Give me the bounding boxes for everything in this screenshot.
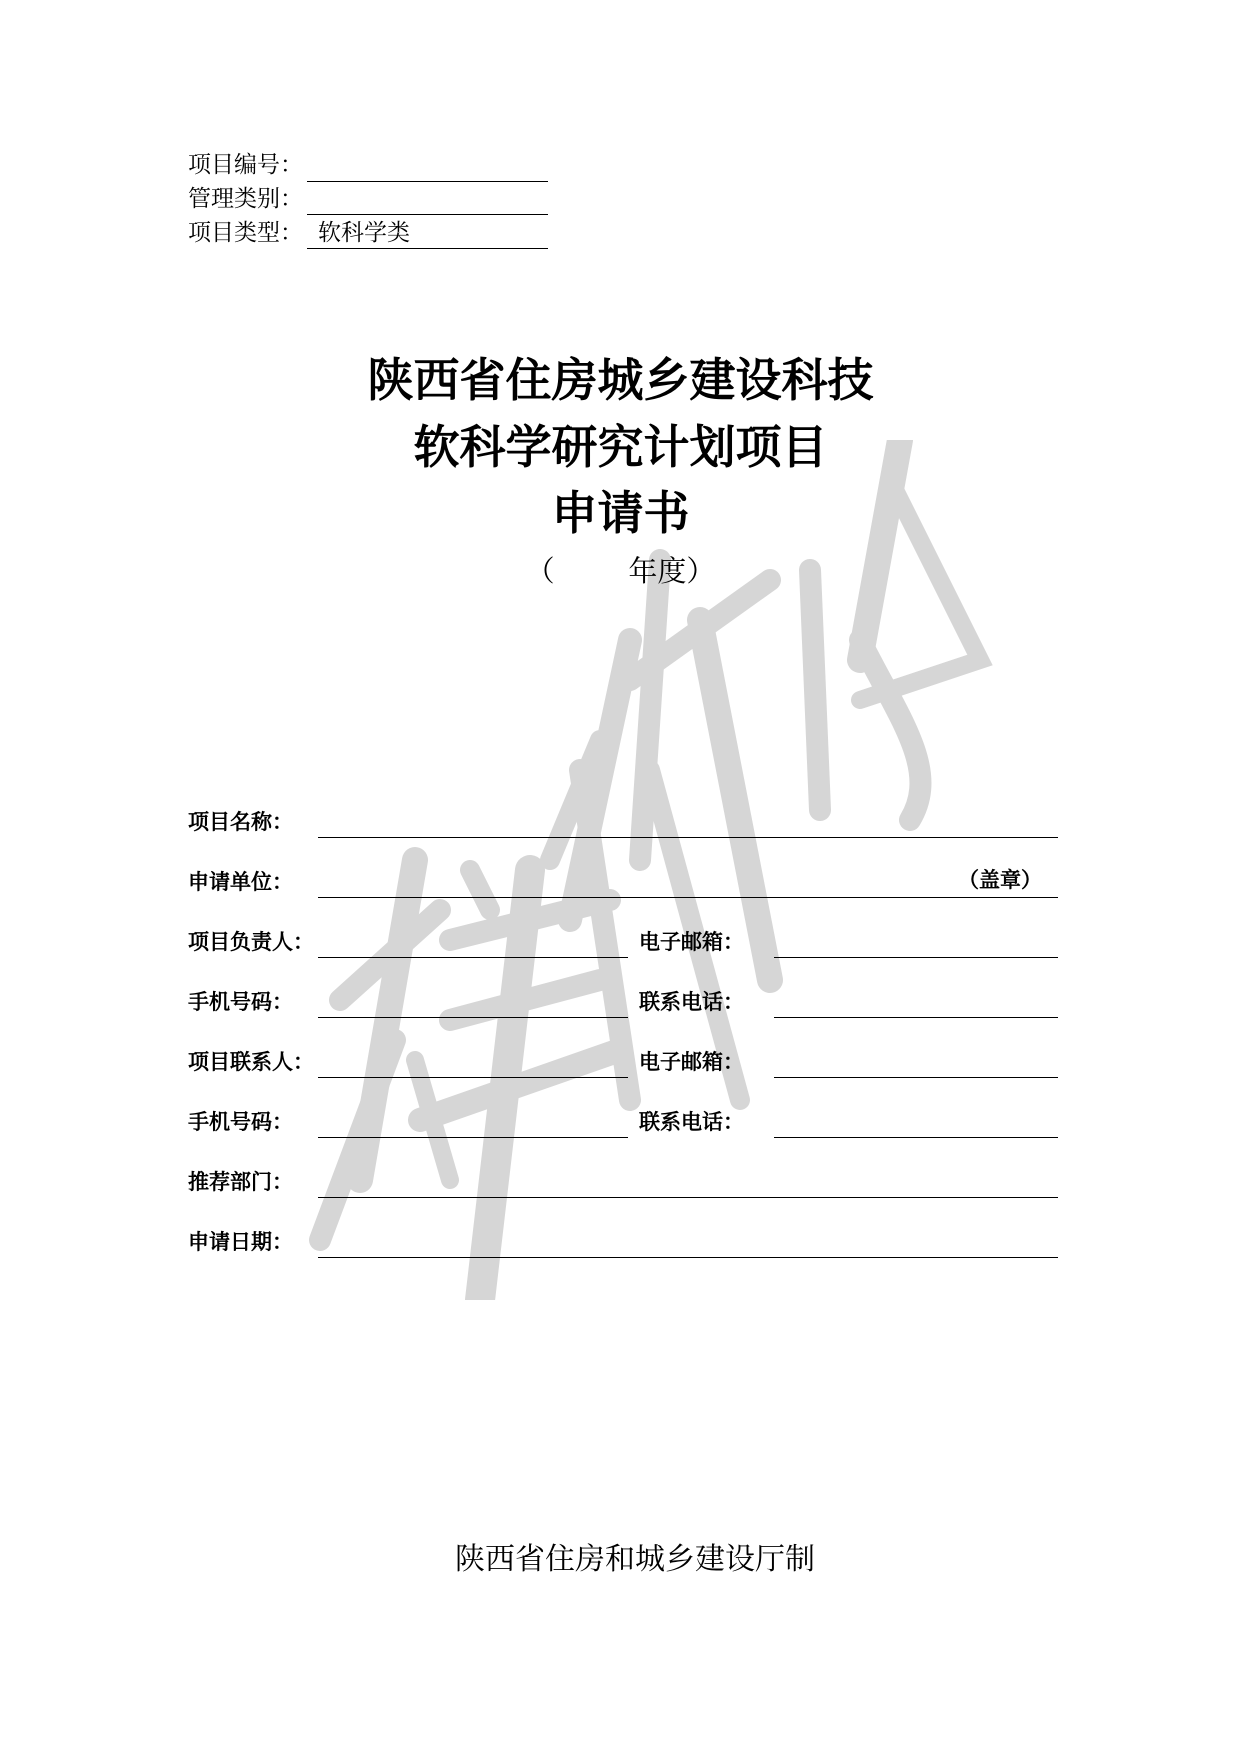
seal-label: （盖章） (958, 868, 1042, 892)
contact-phone-field[interactable] (774, 1137, 1058, 1138)
project-leader-label: 项目负责人： (188, 930, 314, 954)
management-category-field[interactable] (307, 214, 548, 215)
project-type-field[interactable] (307, 248, 548, 249)
contact-email-label: 电子邮箱： (639, 1050, 744, 1074)
project-leader-field[interactable] (318, 957, 628, 958)
apply-date-label: 申请日期： (188, 1230, 293, 1254)
year-line: （ 年度） (525, 554, 716, 588)
title-line-3: 申请书 (551, 486, 690, 540)
project-contact-field[interactable] (318, 1077, 628, 1078)
project-name-label: 项目名称： (188, 810, 293, 834)
apply-date-field[interactable] (318, 1257, 1058, 1258)
leader-mobile-label: 手机号码： (188, 990, 293, 1014)
project-name-field[interactable] (318, 837, 1058, 838)
leader-mobile-field[interactable] (318, 1017, 628, 1018)
contact-mobile-label: 手机号码： (188, 1110, 293, 1134)
leader-email-label: 电子邮箱： (639, 930, 744, 954)
contact-phone-label: 联系电话： (639, 1110, 744, 1134)
title-line-2: 软科学研究计划项目 (413, 420, 828, 474)
contact-email-field[interactable] (774, 1077, 1058, 1078)
project-number-field[interactable] (307, 181, 548, 182)
title-line-1: 陕西省住房城乡建设科技 (367, 353, 874, 407)
management-category-label: 管理类别： (188, 186, 303, 212)
leader-phone-label: 联系电话： (639, 990, 744, 1014)
applicant-unit-field[interactable] (318, 897, 1058, 898)
applicant-unit-label: 申请单位： (188, 870, 293, 894)
recommending-dept-field[interactable] (318, 1197, 1058, 1198)
leader-phone-field[interactable] (774, 1017, 1058, 1018)
issuer-footer: 陕西省住房和城乡建设厅制 (455, 1542, 815, 1577)
leader-email-field[interactable] (774, 957, 1058, 958)
recommending-dept-label: 推荐部门： (188, 1170, 293, 1194)
project-type-value: 软科学类 (318, 220, 410, 246)
project-contact-label: 项目联系人： (188, 1050, 314, 1074)
contact-mobile-field[interactable] (318, 1137, 628, 1138)
project-number-label: 项目编号： (188, 152, 303, 178)
project-type-label: 项目类型： (188, 220, 303, 246)
